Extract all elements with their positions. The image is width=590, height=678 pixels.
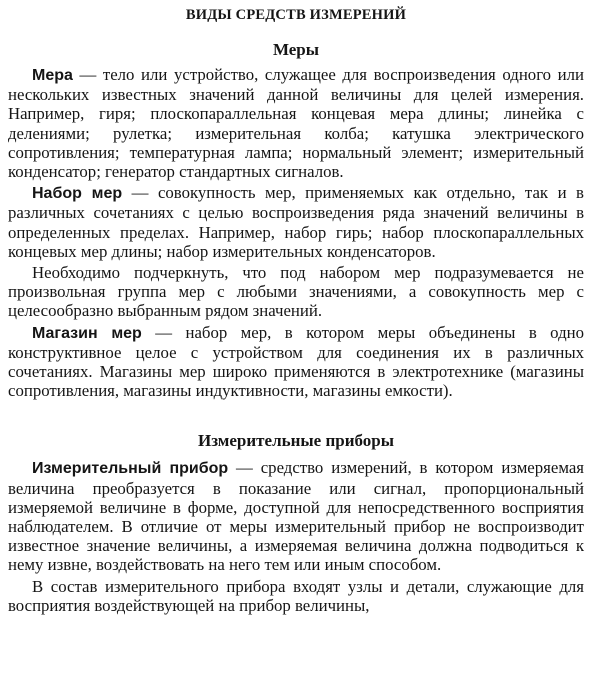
term-measuring-instrument: Измерительный прибор: [32, 460, 229, 478]
paragraph-instrument-definition: [8, 458, 584, 574]
section-spacer: [8, 400, 584, 430]
paragraph-measure-definition: [8, 65, 584, 181]
term-measure: Мера: [32, 67, 73, 84]
term-measure-magazine: Магазин мер: [32, 324, 142, 342]
paragraph-text: — средство измерений, в котором измеряемая величина преобразуется в показание или сигнал, пропорциональный измеряемой величине в форме, доступной для непосредственного восприятия наблюдателем. В отличие от меры измерительный прибор не воспроизводит известное значение величины, а измеряемая величина должна подводиться к нему извне, воздействовать на него тем или иным способом.: [8, 458, 584, 575]
paragraph-text: — набор мер, в котором меры объединены в одно конструктивное целое с устройством для соединения их в различных сочетаниях. Магазины мер широко применяются в электротехнике (магазины сопротивления, магазины индуктивности, магазины емкости).: [8, 322, 584, 401]
term-measure-set: Набор мер: [32, 185, 123, 203]
section-body-instruments: [8, 458, 584, 615]
paragraph-measure-set-note: Необходимо подчеркнуть, что под набором мер подразумевается не произвольная группа мер с любыми значениями, а совокупность мер с целесообразно выбранным рядом значений.: [8, 263, 584, 321]
document-title: ВИДЫ СРЕДСТВ ИЗМЕРЕНИЙ: [185, 7, 407, 23]
section-title-measures: Меры: [272, 40, 320, 59]
paragraph-measure-magazine-definition: [8, 323, 584, 401]
section-title-instruments: Измерительные приборы: [197, 431, 395, 451]
paragraph-measure-set-definition: [8, 183, 584, 261]
paragraph-instrument-composition: В состав измерительного прибора входят узлы и детали, служающие для восприятия воздействующей на прибор величины,: [8, 576, 584, 615]
paragraph-text: — тело или устройство, служащее для воспроизведения одного или нескольких известных значений данной величины для целей измерения. Например, гиря; плоскопараллельная концевая мера длины; линейка с делениями; рулетка; измерительная колба; катушка электрического сопротивления; температурная лампа; нормальный элемент; измерительный конденсатор; генератор стандартных сигналов.: [8, 65, 584, 182]
paragraph-text: — совокупность мер, применяемых как отдельно, так и в различных сочетаниях с целью воспроизведения ряда значений величины в определенных пределах. Например, набор гирь; набор плоскопараллельных концевых мер длины; набор измерительных конденсаторов.: [8, 183, 584, 261]
section-body-measures: [8, 65, 584, 400]
